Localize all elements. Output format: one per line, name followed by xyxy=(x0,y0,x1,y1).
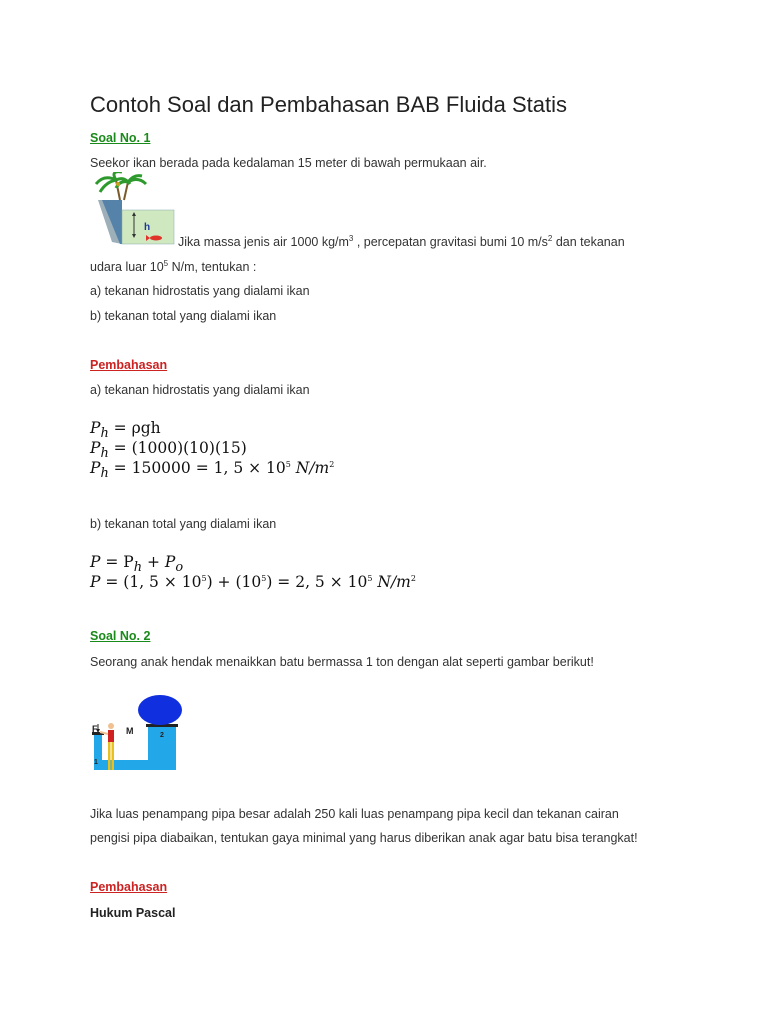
soal-1-item-a: a) tekanan hidrostatis yang dialami ikan xyxy=(90,284,310,298)
symbol: P xyxy=(90,419,101,437)
equation-a1-rhs: = ρgh xyxy=(108,419,161,437)
soal-1-line-1-b: , percepatan gravitasi bumi 10 m/s xyxy=(353,235,548,249)
equation-a3 xyxy=(90,458,334,484)
hydraulic-lift-figure xyxy=(90,690,186,774)
unit-sup: 3 xyxy=(348,233,354,243)
fish-depth-figure xyxy=(90,172,180,246)
exponent: 5 xyxy=(261,573,267,583)
pembahasan-1-part-b: b) tekanan total yang dialami ikan xyxy=(90,517,277,531)
exponent: 5 xyxy=(367,573,373,583)
unit-sup: 2 xyxy=(547,233,553,243)
soal-1-item-b: b) tekanan total yang dialami ikan xyxy=(90,309,277,323)
exponent: 5 xyxy=(201,573,207,583)
equation-b2-c: ) = 2, 5 × 10 xyxy=(266,573,368,591)
equation-a2-rhs: = (1000)(10)(15) xyxy=(108,439,247,457)
soal-1-line-1 xyxy=(178,234,625,250)
child-leg-left xyxy=(108,742,111,770)
symbol: P xyxy=(90,439,101,457)
unit-sup: 5 xyxy=(163,258,169,268)
soal-1-heading[interactable]: Soal No. 1 xyxy=(90,131,151,145)
symbol: P xyxy=(90,553,101,571)
soal-2-intro: Seorang anak hendak menaikkan batu bermassa 1 ton dengan alat seperti gambar berikut! xyxy=(90,655,594,669)
label-M: M xyxy=(126,726,134,736)
pembahasan-2-heading[interactable]: Pembahasan xyxy=(90,880,168,894)
equation-b2-a: = (1, 5 × 10 xyxy=(100,573,202,591)
equation-a3-unit: N/m xyxy=(290,459,330,477)
child-body xyxy=(108,730,114,742)
label-1: 1 xyxy=(94,759,98,766)
symbol-sub: h xyxy=(100,466,109,482)
equation-b1-rhs: = P xyxy=(100,553,134,571)
plus: + xyxy=(142,553,165,571)
coconut-icon xyxy=(116,182,120,186)
label-F: F xyxy=(92,724,98,734)
pembahasan-2-subheading: Hukum Pascal xyxy=(90,906,176,920)
exponent: 5 xyxy=(285,459,291,469)
symbol: P xyxy=(90,459,101,477)
soal-1-line-2-b: N/m, tentukan : xyxy=(168,260,257,274)
palm-trunk-2 xyxy=(124,182,128,200)
pembahasan-1-heading[interactable]: Pembahasan xyxy=(90,358,168,372)
soal-1-line-2 xyxy=(90,259,256,275)
page-title: Contoh Soal dan Pembahasan BAB Fluida Statis xyxy=(90,92,567,117)
depth-label: h xyxy=(144,222,151,233)
fish-icon xyxy=(150,236,162,241)
symbol-sub: o xyxy=(175,560,184,576)
child-head xyxy=(108,723,114,729)
soal-1-line-2-a: udara luar 10 xyxy=(90,260,164,274)
soal-2-para-1: Jika luas penampang pipa besar adalah 250 kali luas penampang pipa kecil dan tekanan cairan xyxy=(90,807,619,821)
soal-1-line-1-c: dan tekanan xyxy=(552,235,625,249)
soal-2-para-2: pengisi pipa diabaikan, tentukan gaya minimal yang harus diberikan anak agar batu bisa terangkat! xyxy=(90,831,638,845)
equation-b2-unit: N/m xyxy=(372,573,411,591)
pembahasan-1-part-a: a) tekanan hidrostatis yang dialami ikan xyxy=(90,383,310,397)
rock-icon xyxy=(138,695,182,725)
symbol: P xyxy=(90,573,101,591)
symbol-sub: h xyxy=(100,446,109,462)
label-2: 2 xyxy=(160,732,164,739)
child-leg-right xyxy=(112,742,115,770)
equation-b2-b: ) + (10 xyxy=(206,573,262,591)
symbol: P xyxy=(164,553,176,571)
exponent: 2 xyxy=(410,573,416,583)
symbol-sub: h xyxy=(100,426,109,442)
equation-a3-rhs: = 150000 = 1, 5 × 10 xyxy=(108,459,286,477)
symbol-sub: h xyxy=(133,560,143,576)
equation-b2 xyxy=(90,572,416,592)
soal-2-heading[interactable]: Soal No. 2 xyxy=(90,629,151,643)
soal-1-intro: Seekor ikan berada pada kedalaman 15 meter di bawah permukaan air. xyxy=(90,156,487,170)
soal-1-line-1-a: Jika massa jenis air 1000 kg/m xyxy=(178,235,349,249)
exponent: 2 xyxy=(329,459,335,469)
cliff xyxy=(98,200,122,244)
